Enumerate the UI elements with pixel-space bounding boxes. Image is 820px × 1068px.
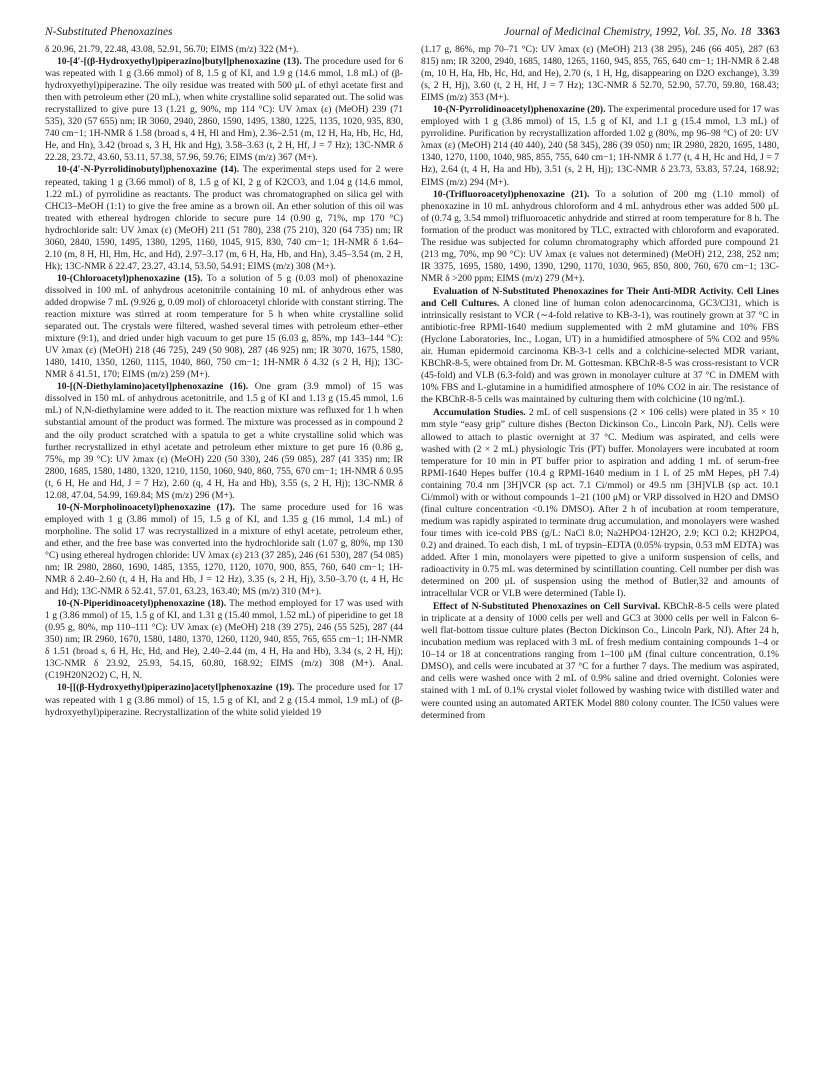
- paragraph: [45, 682, 403, 718]
- paragraph: [45, 44, 403, 56]
- paragraph: [421, 407, 779, 600]
- paragraph-heading: 10-(Chloroacetyl)phenoxazine (15).: [57, 272, 203, 284]
- paragraph-heading: Effect of N-Substituted Phenoxazines on Cell Survival.: [433, 601, 661, 613]
- paragraph-text: One gram (3.9 mmol) of 15 was dissolved in 150 mL of anhydrous acetonitrile, and 1.5 g of KI and 1.13 g (15.45 mmol, 1.6 mL) of N,N-diethylamine were added to it. The reaction mixture was refluxed for 1 h when substantial amount of the product was formed. The mixture was processed as in compound 2 and the oily product scratched with a spatula to get a white crystalline solid which was further recrystallized in ethyl acetate and petroleum ether mixture to get pure 16 (0.86 g, 75%, mp 39 °C): UV λmax (ε) (MeOH) 220 (50 330), 246 (59 085), 287 (41 335) nm; IR 2800, 1685, 1580, 1480, 1320, 1210, 1150, 1060, 940, 860, 755, 670 cm−1; 1H-NMR δ 0.95 (t, 6 H, He and Hd, J = 7 Hz), 2.60 (q, 4 H, Ha and Hb), 3.55 (s, 2 H, Hj); 13C-NMR δ 12.08, 47.04, 54.99, 169.84; MS (m/z) 296 (M+).: [45, 381, 403, 501]
- paragraph-text: The procedure used for 17 was repeated with 1 g (3.86 mmol) of 15, 1.5 g of KI, and 2 g (15.4 mmol, 1.9 mL) of (β-hydroxyethyl)piperazine. Recrystallization of the white solid yielded 19: [45, 682, 403, 718]
- paragraph: [45, 381, 403, 501]
- paragraph-heading: 10-(4′-N-Pyrrolidinobutyl)phenoxazine (14).: [57, 164, 240, 176]
- right-column: [421, 44, 779, 722]
- paragraph: [45, 598, 403, 682]
- journal-name: Journal of Medicinal Chemistry, 1992, Vol. 35, No. 18: [504, 26, 752, 38]
- paragraph-text: The experimental procedure used for 17 was employed with 1 g (3.86 mmol) of 15, 1.5 g of KI, and 1.1 g (15.4 mmol, 1.3 mL) of pyrrolidine. Purification by recrystallization afforded 1.02 g (80%, mp 96–98 °C) of 20: UV λmax (ε) (MeOH) 214 (40 440), 240 (58 345), 286 (39 050) nm; IR 2980, 2820, 1695, 1480, 1340, 1270, 1100, 1040, 985, 855, 755, 640 cm−1; 1H-NMR δ 1.77 (t, 4 H, Hc and Hd, J = 7 Hz), 2.64 (t, 4 H, Ha and Hb), 3.51 (s, 2 H, Hj); 13C-NMR δ 23.73, 53.83, 57.24, 168.92; EIMS (m/z) 294 (M+).: [421, 104, 779, 188]
- paragraph-text: The procedure used for 6 was repeated with 1 g (3.66 mmol) of 8, 1.5 g of KI, and 1.9 g (14.6 mmol, 1.8 mL) of (β-hydroxyethyl)piperazine. The oily residue was treated with 500 μL of ethyl acetate first and then with petroleum ether (20 mL), when white crystalline solid separated out. The solid was recrystallized to give pure 13 (1.21 g, 90%, mp 114 °C): UV λmax (ε) (MeOH) 239 (71 535), 320 (57 655) nm; IR 3060, 2940, 2860, 1590, 1495, 1380, 1225, 1135, 1020, 935, 830, 740 cm−1; 1H-NMR δ 1.58 (broad s, 4 H, Hl and Hm), 2.36–2.51 (m, 12 H, Ha, Hb, Hc, Hd, He, and Hn), 3.42 (broad s, 3 H, Hk and Hg), 3.58–3.63 (t, 2 H, Hf, J = 7 Hz); 13C-NMR δ 22.28, 23.72, 43.60, 53.11, 57.38, 57.96, 59.76; EIMS (m/z) 367 (M+).: [45, 56, 403, 164]
- paragraph: [421, 286, 779, 406]
- paragraph: [421, 189, 779, 285]
- paragraph: [421, 104, 779, 188]
- paragraph: [421, 601, 779, 721]
- paragraph-text: δ 20.96, 21.79, 22.48, 43.08, 52.91, 56.70; EIMS (m/z) 322 (M+).: [45, 44, 299, 55]
- left-column: [45, 44, 403, 722]
- paragraph-text: To a solution of 200 mg (1.10 mmol) of phenoxazine in 10 mL anhydrous chloroform and 4 mL anhydrous ether was added 500 μL of (0.74 g, 3.54 mmol) trifluoroacetic anhydride and stirred at room temperature for 8 h. The formation of the product was monitored by TLC, extracted with chloroform and evaporated. The residue was subjected for column chromatography which afforded pure compound 21 (213 mg, 70%, mp 90 °C): UV λmax (ε values not determined) (MeOH) 212, 238, 252 nm; IR 3375, 1695, 1580, 1490, 1390, 1290, 1170, 1030, 965, 850, 800, 760, 670 cm−1; 13C-NMR δ >200 ppm; EIMS (m/z) 279 (M+).: [421, 188, 779, 284]
- paragraph-heading: 10-(N-Morpholinoacetyl)phenoxazine (17).: [57, 501, 235, 513]
- paragraph: [421, 44, 779, 104]
- paragraph: [45, 273, 403, 381]
- journal-citation: [504, 26, 780, 38]
- text-columns: [45, 44, 780, 722]
- page-number: 3363: [757, 26, 780, 38]
- paragraph-heading: 10-[[(β-Hydroxyethyl)piperazino]acetyl]phenoxazine (19).: [57, 682, 295, 694]
- paragraph-heading: Evaluation of N-Substituted Phenoxazines for Their Anti-MDR Activity. Cell Lines and Cell Cultures.: [421, 285, 779, 309]
- paragraph: [45, 164, 403, 272]
- paragraph-heading: 10-(N-Pyrrolidinoacetyl)phenoxazine (20).: [433, 104, 606, 116]
- paragraph-text: (1.17 g, 86%, mp 70–71 °C): UV λmax (ε) (MeOH) 213 (38 295), 246 (66 405), 287 (63 815) nm; IR 3200, 2940, 1685, 1480, 1265, 1160, 945, 855, 765, 640 cm−1; 1H-NMR δ 2.48 (m, 10 H, Ha, Hb, Hc, Hd, and He), 2.70 (s, 1 H, Hg, disappearing on D2O exchange), 3.39 (s, 2 H, Hj), 3.60 (t, 2 H, Hf, J = 7 Hz); 13C-NMR δ 52.70, 52.90, 57.70, 59.80, 168.43; EIMS (m/z) 353 (M+).: [421, 44, 779, 104]
- paragraph-heading: 10-[4′-[(β-Hydroxyethyl)piperazino]butyl]phenoxazine (13).: [57, 56, 302, 68]
- running-header: [45, 26, 780, 41]
- paragraph-text: The method employed for 17 was used with 1 g (3.86 mmol) of 15, 1.5 g of KI, and 1.31 g (15.40 mmol, 1.52 mL) of piperidine to get 18 (0.95 g, 80%, mp 110–111 °C): UV λmax (ε) (MeOH) 218 (39 275), 246 (55 525), 287 (44 350) nm; IR 2960, 1670, 1580, 1480, 1370, 1260, 1120, 940, 855, 765, 655 cm−1; 1H-NMR δ 1.51 (broad s, 6 H, Hc, Hd, and He), 2.40–2.44 (m, 4 H, Ha and Hb), 3.34 (s, 2 H, Hj); 13C-NMR δ 23.92, 25.93, 54.15, 60.80, 168.92; EIMS (m/z) 308 (M+). Anal. (C19H20N2O2) C, H, N.: [45, 598, 403, 682]
- paragraph-heading: 10-(Trifluoroacetyl)phenoxazine (21).: [433, 188, 590, 200]
- paragraph-text: The same procedure used for 16 was employed with 1 g (3.86 mmol) of 15, 1.5 g of KI, and 1.35 g (16 mmol, 1.4 mL) of morpholine. The solid 17 was recrystallized in a mixture of ethyl acetate, petroleum ether, and ether, and the free base was converted into the hydrochloride salt (1.07 g, 80%, mp 130 °C) using ethereal hydrogen chloride: UV λmax (ε) 213 (37 285), 246 (61 530), 287 (54 085) nm; IR 2980, 2860, 1690, 1485, 1355, 1270, 1120, 1070, 900, 855, 760, 640 cm−1; 1H-NMR δ 2.40–2.60 (t, 4 H, Ha and Hb, J = 12 Hz), 3.35 (s, 2 H, Hj), 3.50–3.70 (t, 4 H, Hc and Hd); 13C-NMR δ 52.41, 57.01, 63.23, 163.40; MS (m/z) 310 (M+).: [45, 501, 403, 598]
- paragraph-heading: Accumulation Studies.: [433, 407, 526, 419]
- paragraph-text: A cloned line of human colon adenocarcinoma, GC3/Cl31, which is intrinsically resistant to VCR (∼4-fold relative to KB-3-1), was routinely grown at 37 °C in antibiotic-free RPMI-1640 medium supplemented with 2 mM glutamine and 10% FBS (Hyclone Laboratories, Inc., Logan, UT) in a humidified atmosphere of 5% CO2 and 95% air. Human epidermoid carcinoma KB-3-1 cells and a colchicine-selected MDR variant, KBChR-8-5, were obtained from Dr. M. Gottesman. KBChR-8-5 was cross-resistant to VCR (45-fold) and VLB (6.3-fold) and was grown in monolayer culture at 37 °C in DMEM with 10% FBS and L-glutamine in a humidified atmosphere of 10% CO2 in air. The resistance of the KBChR-8-5 cells was maintained by culturing them with colchicine (10 ng/mL).: [421, 297, 779, 406]
- paragraph-heading: 10-(N-Piperidinoacetyl)phenoxazine (18).: [57, 598, 227, 610]
- paragraph-heading: 10-[(N-Diethylamino)acetyl]phenoxazine (16).: [57, 381, 249, 393]
- paragraph-text: The experimental steps used for 2 were repeated, taking 1 g (3.66 mmol) of 8, 1.5 g of KI, 2 g of K2CO3, and 1.04 g (14.6 mmol, 1.22 mL) of pyrrolidine as reactants. The product was chromatographed on silica gel with CHCl3–MeOH (1:1) to give the free amine as a brown oil. An ether solution of this oil was treated with ethereal hydrogen chloride to secure pure 14 (0.90 g, 71%, mp 170 °C) hydrochloride salt: UV λmax (ε) (MeOH) 211 (51 780), 238 (75 210), 320 (64 735) nm; IR 3060, 2840, 1590, 1495, 1380, 1295, 1160, 1045, 915, 830, 740 cm−1; 1H-NMR δ 1.64–2.10 (m, 8 H, Hl, Hm, Hc, and Hd), 2.97–3.17 (m, 6 H, Ha, Hb, and Hn), 3.45–3.54 (m, 2 H, Hk); 13C-NMR δ 22.47, 23.27, 43.14, 53.50, 54.91; EIMS (m/z) 308 (M+).: [45, 164, 403, 272]
- paragraph-text: 2 mL of cell suspensions (2 × 106 cells) were plated in 35 × 10 mm style “easy grip” culture dishes (Becton Dickinson Co., Lincoln Park, NJ). Cells were allowed to attach to plastic overnight at 37 °C. Medium was aspirated, and cells were washed with (2 × 2 mL) physiologic Tris (PT) buffer. Monolayers were incubated at room temperature for 10 min in PT buffer prior to aspiration and adding 1 mL of serum-free RPMI-1640 Hepes buffer (10.4 g RPMI-1640 medium in 1 L of 25 mM Hepes, pH 7.4) containing 70.4 nm [3H]VCR (sp act. 7.1 Ci/mmol) or 49.5 nm [3H]VLB (sp act. 10.1 Ci/mmol) with or without compounds 1–21 (100 μM) or VRP dissolved in H2O and DMSO (final culture concentration <0.1% DMSO). After 2 h of incubation at room temperature, medium was rapidly aspirated to terminate drug accumulation, and monolayers were washed four times with ice-cold PBS (g/L: NaCl 8.0; Na2HPO4·12H2O, 2.9; KCl 0.2; KH2PO4, 0.2) and drained. To each dish, 1 mL of trypsin–EDTA (0.05% trypsin, 0.53 mM EDTA) was added. After 1 min, monolayers were pipetted to give a uniform suspension of cells, and radioactivity in 0.75 mL was determined by scintillation counting. Cell number per dish was determined on 200 μL of suspension using the method of Butler,32 and amounts of intracellular VCR or VLB were determined (Table I).: [421, 407, 779, 600]
- paragraph-text: To a solution of 5 g (0.03 mol) of phenoxazine dissolved in 100 mL of anhydrous acetonitrile containing 10 mL of anhydrous ether was added dropwise 7 mL (9.926 g, 0.09 mol) of chloroacetyl chloride with constant stirring. The reaction mixture was stirred at room temperature for 5 h when white crystalline solid separated out. The crystals were filtered, washed several times with petroleum ether–ether mixture (9:1), and dried under high vacuum to get pure 15 (6.03 g, 85%, mp 143–144 °C): UV λmax (ε) (MeOH) 218 (46 725), 249 (50 908), 287 (46 925) nm; IR 3070, 1675, 1580, 1480, 1410, 1350, 1260, 1115, 1040, 860, 750 cm−1; 1H-NMR δ 4.32 (s 2 H, Hj); 13C-NMR δ 41.51, 170; EIMS (m/z) 259 (M+).: [45, 272, 403, 381]
- paragraph: [45, 56, 403, 164]
- paragraph: [45, 502, 403, 598]
- paragraph-text: KBChR-8-5 cells were plated in triplicate at a density of 1000 cells per well and GC3 at 3000 cells per well in Falcon 6-well flat-bottom tissue culture plates (Becton Dickinson Co., Lincoln Park, NJ). After 24 h, incubation medium was replaced with 3 mL of fresh medium containing compounds 1–4 or 10–14 or 18 at concentrations ranging from 1–100 μM (final culture concentration, 0.1% DMSO), and cells were incubated at 37 °C for a further 7 days. The medium was aspirated, and cells were washed once with 2 mL of 0.9% saline and dried overnight. Colonies were stained with 1 mL of 0.1% crystal violet followed by washing twice with distilled water and were counted using an automated ARTEK Model 880 colony counter. The IC50 values were determined from: [421, 601, 779, 721]
- running-title: N-Substituted Phenoxazines: [45, 26, 173, 38]
